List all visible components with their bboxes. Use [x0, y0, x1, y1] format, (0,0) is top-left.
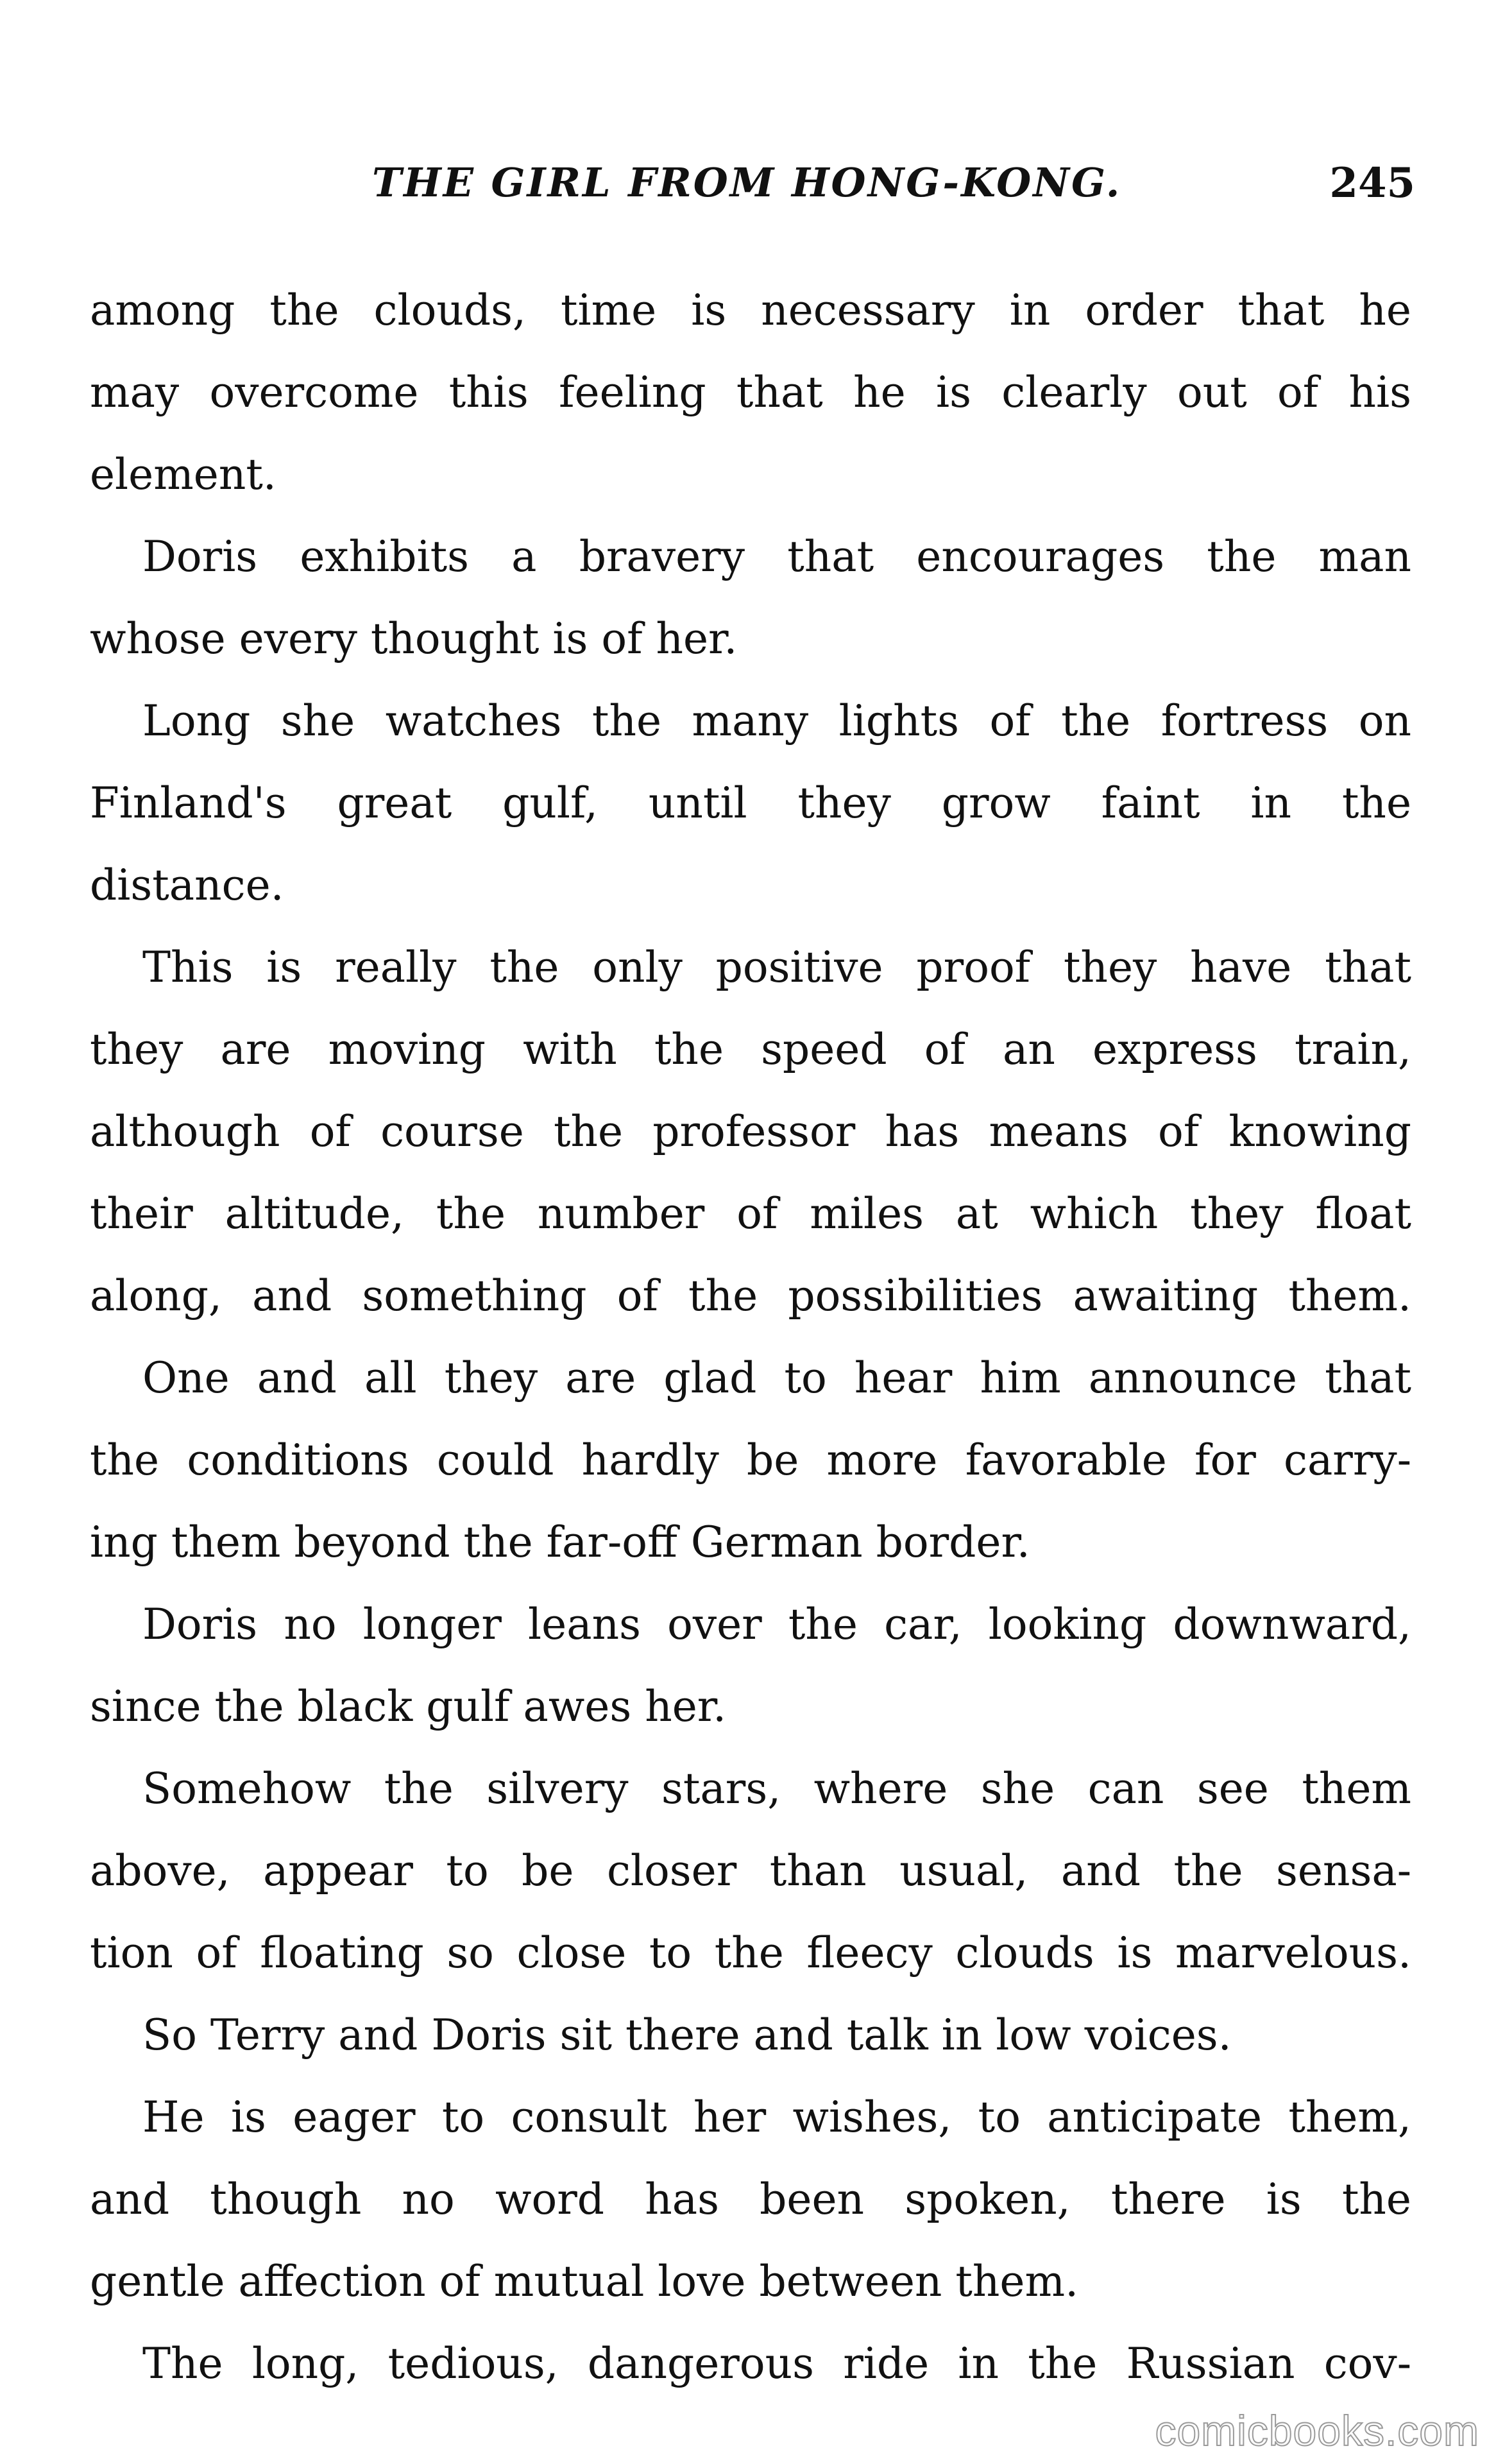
- page-header: [372, 159, 1415, 223]
- text-line: they are moving with the speed of an express train,: [90, 1025, 1411, 1074]
- text-line: Doris exhibits a bravery that encourages the man: [142, 532, 1411, 581]
- text-line: So Terry and Doris sit there and talk in low voices.: [142, 2010, 1232, 2060]
- text-line: The long, tedious, dangerous ride in the Russian cov-: [142, 2339, 1411, 2388]
- text-line: although of course the professor has means of knowing: [90, 1107, 1411, 1156]
- text-line: distance.: [90, 860, 284, 910]
- text-line: and though no word has been spoken, there is the: [90, 2175, 1411, 2224]
- text-line: whose every thought is of her.: [90, 614, 738, 663]
- text-line: since the black gulf awes her.: [90, 1682, 727, 1731]
- text-line: the conditions could hardly be more favorable for carry-: [90, 1435, 1411, 1485]
- text-line: tion of floating so close to the fleecy clouds is marvelous.: [90, 1928, 1411, 1978]
- text-line: He is eager to consult her wishes, to anticipate them,: [142, 2092, 1411, 2142]
- text-line: Somehow the silvery stars, where she can see them: [142, 1764, 1411, 1813]
- text-line: their altitude, the number of miles at which they float: [90, 1189, 1411, 1238]
- text-line: Doris no longer leans over the car, looking downward,: [142, 1600, 1411, 1649]
- text-line: Long she watches the many lights of the fortress on: [142, 696, 1411, 746]
- text-line: among the clouds, time is necessary in order that he: [90, 286, 1411, 335]
- running-head: THE GIRL FROM HONG-KONG.: [372, 159, 1122, 206]
- page-number: 245: [1329, 159, 1415, 207]
- text-line: along, and something of the possibilities awaiting them.: [90, 1271, 1411, 1321]
- text-line: may overcome this feeling that he is clearly out of his: [90, 368, 1411, 417]
- text-line: element.: [90, 450, 276, 499]
- text-line: Finland's great gulf, until they grow faint in the: [90, 778, 1411, 828]
- text-line: This is really the only positive proof they have that: [142, 943, 1411, 992]
- text-line: above, appear to be closer than usual, and the sensa-: [90, 1846, 1411, 1895]
- watermark: comicbooks.com: [1155, 2407, 1479, 2454]
- text-line: ing them beyond the far-off German border.: [90, 1518, 1030, 1567]
- text-line: gentle affection of mutual love between them.: [90, 2257, 1079, 2306]
- text-line: One and all they are glad to hear him announce that: [142, 1353, 1411, 1403]
- body-text: [90, 270, 1411, 2405]
